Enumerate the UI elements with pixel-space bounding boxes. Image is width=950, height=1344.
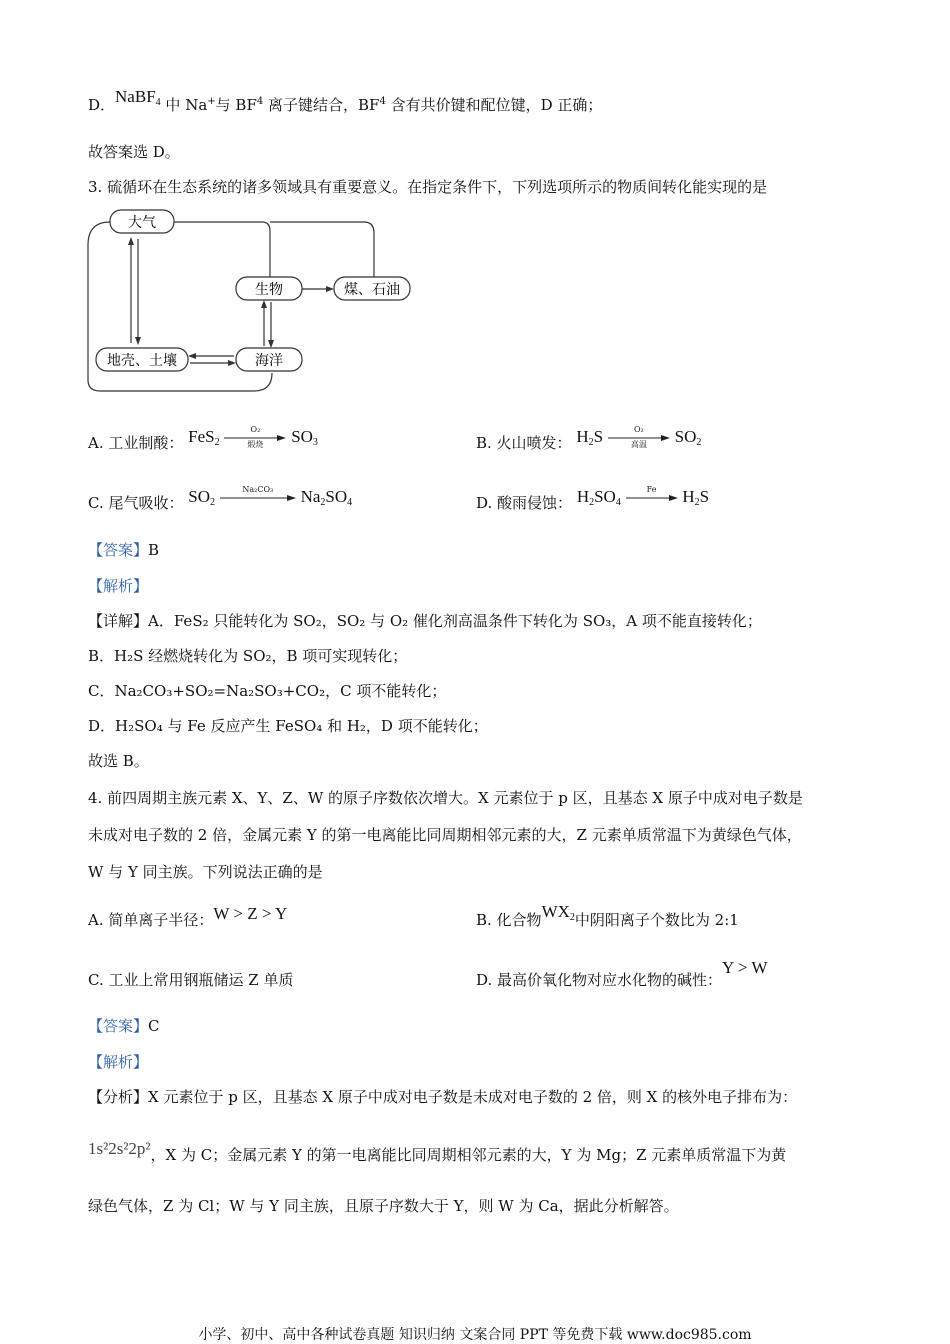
q4-fenxi-line2: 1s²2s²2p²，X 为 C；金属元素 Y 的第一电离能比同周期相邻元素的大，Y 为 Mg；Z 元素单质常温下为黄: [88, 1139, 787, 1164]
prev-option-d: D．NaBF$_4$ 中 Na+与 $BF^4$ 离子键结合，$BF^4$ 含有共价键和配位键，D 正确；: [88, 87, 603, 114]
q3-option-a: A. 工业制酸： FeS$_2$ O₂ 煅烧 $SO_3$: [88, 425, 318, 452]
q4-option-b: B. 化合物$WX_2$中阴阳离子个数比为 2:1: [476, 902, 739, 929]
q3-option-b: B. 火山喷发： $H_2S$ O₂ 高温 $SO_2$: [476, 425, 702, 452]
q3-detail-1: B．H₂S 经燃烧转化为 SO₂，B 项可实现转化；: [88, 647, 408, 665]
q4-fenxi-line3: 绿色气体，Z 为 Cl；W 与 Y 同主族，且原子序数大于 Y，则 W 为 Ca，据此分析解答。: [88, 1197, 679, 1215]
node-ocean: 海洋: [255, 353, 283, 369]
node-biology: 生物: [255, 282, 283, 298]
q4-answer: 【答案】C: [88, 1017, 160, 1035]
q3-answer: 【答案】B: [88, 541, 160, 559]
sulfur-cycle-diagram: [86, 205, 416, 395]
q3-detail-3: D．H₂SO₄ 与 Fe 反应产生 FeSO₄ 和 H₂，D 项不能转化；: [88, 717, 488, 735]
q3-detail-2: C．Na₂CO₃+SO₂=Na₂SO₃+CO₂，C 项不能转化；: [88, 682, 447, 700]
q4-stem-0: 4. 前四周期主族元素 X、Y、Z、W 的原子序数依次增大。X 元素位于 p 区，且基态 X 原子中成对电子数是: [88, 789, 803, 807]
q4-fenxi-line1: 【分析】X 元素位于 p 区，且基态 X 原子中成对电子数是未成对电子数的 2 倍，则 X 的核外电子排布为：: [88, 1088, 798, 1106]
reaction-arrow: Na₂CO₃: [220, 488, 296, 508]
q4-stem-2: W 与 Y 同主族。下列说法正确的是: [88, 863, 323, 881]
q4-option-d: D. 最高价氧化物对应水化物的碱性：Y > W: [476, 958, 768, 989]
q3-analysis-tag: 【解析】: [88, 577, 149, 595]
q4-stem-1: 未成对电子数的 2 倍，金属元素 Y 的第一电离能比同周期相邻元素的大，Z 元素单质常温下为黄绿色气体，: [88, 826, 802, 844]
prev-conclusion: 故答案选 D。: [88, 143, 180, 161]
node-crust-soil: 地壳、土壤: [107, 353, 177, 369]
q4-option-c: C. 工业上常用钢瓶储运 Z 单质: [88, 971, 294, 989]
q4-option-a: A. 简单离子半径：W > Z > Y: [88, 904, 288, 929]
q3-detail-0: 【详解】A．FeS₂ 只能转化为 SO₂，SO₂ 与 O₂ 催化剂高温条件下转化为 SO₃，A 项不能直接转化；: [88, 612, 762, 630]
node-coal-oil: 煤、石油: [344, 282, 400, 298]
page-footer: 小学、初中、高中各种试卷真题 知识归纳 文案合同 PPT 等免费下载 www.doc985.com: [198, 1327, 752, 1343]
node-atmosphere: 大气: [128, 215, 156, 231]
nabf4-formula: NaBF: [115, 87, 156, 106]
q4-analysis-tag: 【解析】: [88, 1053, 149, 1071]
q3-stem: 3. 硫循环在生态系统的诸多领域具有重要意义。在指定条件下，下列选项所示的物质间转化能实现的是: [88, 178, 768, 196]
q3-option-d: D. 酸雨侵蚀： $H_2SO_4$ Fe $H_2S$: [476, 485, 710, 512]
q3-option-c: C. 尾气吸收： $SO_2$ Na₂CO₃ $Na_2SO_4$: [88, 485, 353, 512]
reaction-arrow: O₂ 煅烧: [224, 428, 286, 448]
reaction-arrow: O₂ 高温: [608, 428, 670, 448]
electron-config: 1s²2s²2p²: [88, 1139, 151, 1158]
reaction-arrow: Fe: [626, 488, 678, 508]
q3-detail-4: 故选 B。: [88, 752, 149, 770]
